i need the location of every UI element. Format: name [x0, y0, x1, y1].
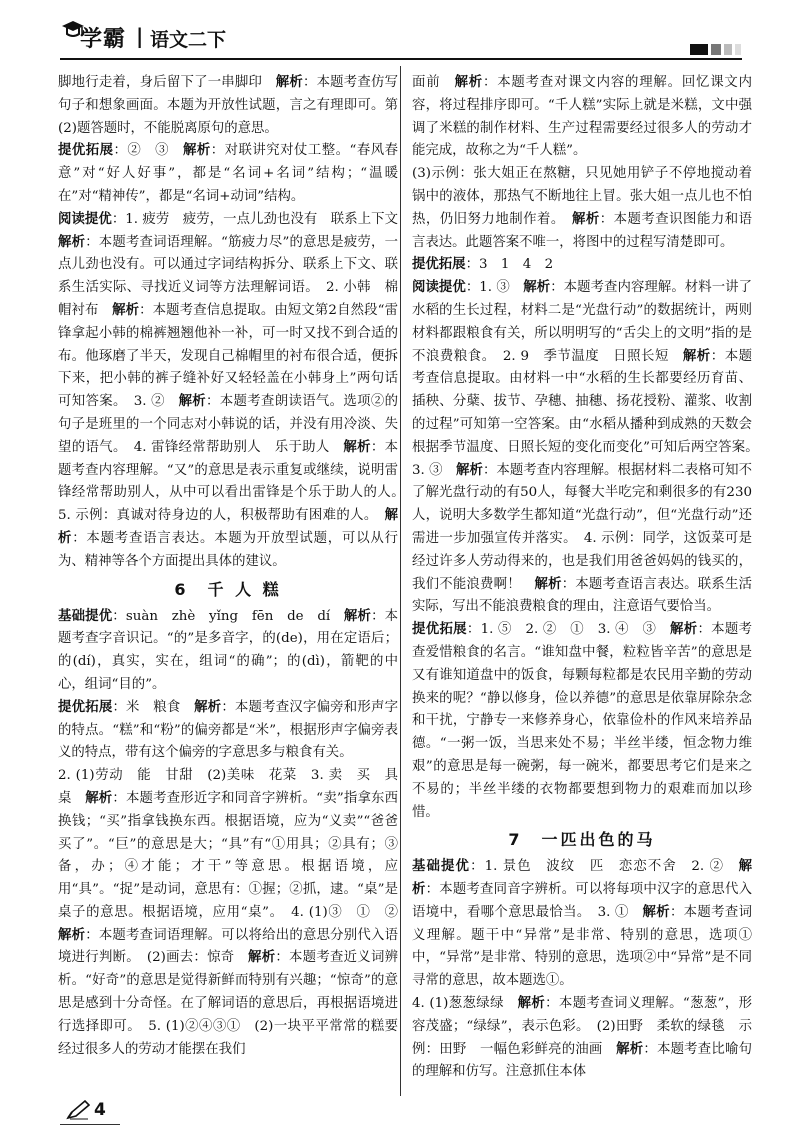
left-column — [58, 72, 412, 1061]
section-label: 解析 — [58, 927, 86, 943]
section-label: 解析 — [58, 234, 86, 250]
answer-text: ：本题考查字音识记。“的”是多音字，的(de)，用在定语后；的(dí)，真实，实在，组词“的确”；的(dì)，箭靶的中心，组词“目的”。 — [58, 608, 399, 692]
page-header — [0, 0, 800, 62]
section-label: 解析 — [616, 1041, 644, 1057]
answer-text: 面前 — [412, 75, 455, 90]
answer-text: ：本题考查爱惜粮食的名言。“谁知盘中餐，粒粒皆辛苦”的意思是又有谁知道盘中的饭食，每颗每粒都是农民用辛勤的劳动换来的呢？“静以修身，俭以养德”的意思是依靠屏除杂念和干扰，宁静专一来修养身心，依靠俭朴的作风来培养品德。“一粥一饭，当思来处不易；半丝半缕，恒念物力维艰”的意思是每一碗粥，每一碗米，都要思考它们是来之不易的；半丝半缕的衣物都要想到物力的艰难而加以珍惜。 — [412, 622, 753, 820]
answer-text: ：1. ③ — [465, 280, 524, 296]
answer-paragraph — [58, 765, 412, 1061]
answer-text: ：本题考查比喻句的理解和仿写。注意抓住本体 — [412, 1041, 753, 1080]
answer-text: ：对联讲究对仗工整。“春风春意”对“好人好事”，都是“名词+名词”结构；“温暖在”对“精神传”，都是“名词+动词”结构。 — [58, 143, 398, 204]
section-label: 解析 — [523, 280, 551, 296]
right-column — [412, 72, 766, 1084]
answer-text: ：本题考查仿写句子和想象画面。本题为开放性试题，言之有理即可。第(2)题答题时，不能脱离原句的意思。 — [58, 75, 399, 136]
answer-text: ：本题考查内容理解。根据材料二表格可知不了解光盘行动的有50人，每餐大半吃完和剩很多的有230人，说明大多数学生都知道“光盘行动”，但“光盘行动”还需进一步加强宣传并落实。 4. 示例：同学，这饭菜可是经过许多人劳动得来的，也是我们用爸爸妈妈的钱买的，我们不能浪费啊！ — [412, 462, 752, 592]
footer-rule — [60, 1124, 120, 1125]
section-label: 阅读提优 — [412, 280, 466, 296]
answer-paragraph — [58, 606, 398, 697]
answer-text: ：本题考查内容理解。材料一讲了水稻的生长过程，材料二是“光盘行动”的数据统计，两则材料都跟粮食有关，所以明明写的“舌尖上的文明”指的是不浪费粮食。 2. 9 季节温度 日照长短 — [412, 280, 752, 364]
answer-text: ：1. 疲劳 疲劳，一点儿劲也没有 联系上下文 — [111, 211, 412, 227]
section-label: 解析 — [669, 622, 698, 638]
section-label: 解析 — [178, 394, 207, 410]
lesson-title: 6 千 人 糕 — [174, 579, 282, 599]
section-label: 基础提优 — [58, 608, 113, 624]
book-title: 语文二下 — [150, 29, 227, 51]
answer-paragraph — [58, 209, 412, 574]
answer-text: ：1. 景色 波纹 匹 恋恋不舍 2. ② — [470, 859, 739, 875]
answer-paragraph — [58, 140, 398, 208]
section-label: 基础提优 — [412, 859, 471, 875]
answer-text: ：本题考查同音字辨析。可以将每项中汉字的意思代入语境中，看哪个意思最恰当。 3. ① — [412, 882, 752, 920]
section-label: 解析 — [454, 75, 484, 90]
section-label: 提优拓展 — [58, 699, 113, 715]
answer-text: 脚地行走着，身后留下了一串脚印 — [58, 75, 276, 90]
answer-paragraph — [412, 993, 752, 1084]
answer-text: ：suàn zhè yǐng fēn de dí — [112, 608, 344, 624]
section-label: 解析 — [85, 790, 113, 806]
answer-paragraph — [58, 697, 398, 765]
answer-text: (3)示例：张大姐正在熬糖，只见她用铲子不停地搅动着锅中的液体，那热气不断地往上冒。张大姐一点儿也不怕热，仍旧努力地制作着。 — [412, 166, 752, 227]
lesson-title: 7 一匹出色的马 — [508, 830, 656, 850]
section-label: 解析 — [275, 75, 303, 90]
page-footer — [66, 1100, 106, 1120]
section-label: 解析 — [194, 699, 222, 715]
answer-text: ：本题考查信息提取。由材料一中“水稻的生长都要经历育苗、插秧、分蘖、拔节、孕穗、抽穗、扬花授粉、灌浆、收割的过程”可知第一空答案。由“水稻从播种到成熟的天数会根据季节温度、日照长短的变化而变化”可知后两空答案。 3. ③ — [412, 348, 766, 478]
answer-text: ：本题考查识图能力和语言表达。此题答案不唯一，将图中的过程写清楚即可。 — [412, 211, 752, 250]
header-rule — [60, 58, 742, 60]
section-label: 解析 — [412, 859, 752, 898]
answer-paragraph — [58, 72, 398, 140]
section-label: 解析 — [248, 950, 276, 966]
answer-text: 2. (1)劳动 能 甘甜 (2)美味 花菜 3. 卖 买 具 桌 — [58, 768, 412, 806]
section-label: 解析 — [456, 462, 483, 478]
answer-text: ：米 粮食 — [112, 699, 195, 715]
header-separator: | — [136, 24, 144, 48]
answer-text: ：本题考查词语理解。可以将给出的意思分别代入语境进行判断。 (2)画去：惊奇 — [58, 927, 398, 966]
section-label: 提优拓展 — [412, 257, 466, 273]
pencil-icon — [66, 1100, 90, 1120]
answer-text: ：本题考查信息提取。由短文第2自然段“雷锋拿起小韩的棉裤翘翘他补一补，可一时又找不到合适的布。他琢磨了半天，发现自己棉帽里的衬布很合适，便拆下来，把小韩的裤子缝补好又轻轻盖在小韩身上”两句话可知答案。 3. ② — [58, 302, 399, 410]
page-number: 4 — [94, 1100, 106, 1120]
answer-paragraph — [412, 254, 752, 277]
answer-text: ：本题考查语言表达。联系生活实际，写出不能浪费粮食的理由，注意语气要恰当。 — [412, 576, 753, 615]
answer-text: ：② ③ — [113, 143, 183, 159]
section-label: 解析 — [682, 348, 711, 364]
answer-text: ：本题考查近义词辨析。“好奇”的意思是觉得新鲜而特别有兴趣；“惊奇”的意思是感到十分奇怪。在了解词语的意思后，再根据语境进行选择即可。 5. (1)②④③① (2)一块平平常常的糕要经过很多人的劳动才能摆在我们 — [58, 950, 398, 1057]
answer-text: ：本题考查语言表达。本题为开放型试题，可以从行为、精神等各个方面提出具体的建议。 — [58, 530, 399, 569]
section-label: 提优拓展 — [412, 622, 467, 638]
answer-text: 4. (1)葱葱绿绿 — [412, 996, 518, 1012]
answer-text: ：本题考查内容理解。“又”的意思是表示重复或继续，说明雷锋经常帮助别人，从中可以看出雷锋是个乐于助人的人。 5. 示例：真诚对待身边的人，积极帮助有困难的人。 — [58, 439, 412, 524]
answer-text: ：本题考查词义理解。题干中“异常”是非常、特别的意思，选项①中，“异常”是非常、特别的意思，选项②中“异常”是不同寻常的意思，故本题选①。 — [412, 904, 753, 989]
answer-text: ：本题考查词语理解。“筋疲力尽”的意思是疲劳，一点儿劲也没有。可以通过字词结构拆分、联系上下文、联系生活实际、寻找近义词等方法理解词语。 2. 小韩 棉帽衬布 — [58, 234, 398, 318]
answer-text: ：3 1 4 2 — [465, 257, 554, 273]
answer-paragraph — [412, 856, 752, 993]
section-label: 解析 — [571, 211, 600, 227]
section-label: 解析 — [642, 904, 670, 920]
answer-paragraph — [412, 163, 752, 254]
section-label: 解析 — [58, 508, 398, 546]
answer-paragraph — [412, 619, 752, 824]
header-decoration — [690, 44, 741, 55]
section-label: 解析 — [517, 996, 546, 1012]
answer-text: ：本题考查对课文内容的理解。回忆课文内容，将过程排序即可。“千人糕”实际上就是米糕，文中强调了米糕的制作材料、生产过程需要经过很多人的劳动才能完成，故称之为“千人糕”。 — [412, 75, 753, 159]
answer-text: ：本题考查词义理解。“葱葱”，形容茂盛；“绿绿”，表示色彩。 (2)田野 柔软的绿毯 示例：田野 一幅色彩鲜亮的油画 — [412, 996, 752, 1057]
section-label: 解析 — [534, 576, 562, 592]
section-label: 解析 — [182, 143, 211, 159]
brand-logo-text: 学霸 — [80, 27, 127, 52]
section-label: 解析 — [112, 302, 140, 318]
answer-text: ：本题考查朗读语气。选项②的句子是班里的一个同志对小韩说的话，并没有用冷淡、失望的语气。 4. 雷锋经常帮助别人 乐于助人 — [58, 394, 399, 455]
section-label: 解析 — [343, 439, 371, 455]
answer-paragraph — [412, 277, 766, 619]
section-label: 阅读提优 — [58, 211, 112, 227]
answer-text: ：本题考查汉字偏旁和形声字的特点。“糕”和“粉”的偏旁都是“米”，根据形声字偏旁表义的特点，带有这个偏旁的字意思多与粮食有关。 — [58, 699, 399, 761]
section-label: 解析 — [343, 608, 372, 624]
section-label: 提优拓展 — [58, 143, 114, 159]
answer-text: ：1. ⑤ 2. ② ① 3. ④ ③ — [466, 622, 670, 638]
answer-text: ：本题考查形近字和同音字辨析。“卖”指拿东西换钱；“买”指拿钱换东西。根据语境，应为“义卖”“爸爸买了”。“巨”的意思是大；“具”有“①用具；②具有；③备，办；④才能；才干”等意思。根据语境，应用“具”。“捉”是动词，意思有：①握；②抓，逮。“桌”是桌子的意思。根据语境，应用“桌”。 4. (1)③ ① ② — [58, 790, 412, 920]
answer-paragraph — [412, 72, 752, 163]
